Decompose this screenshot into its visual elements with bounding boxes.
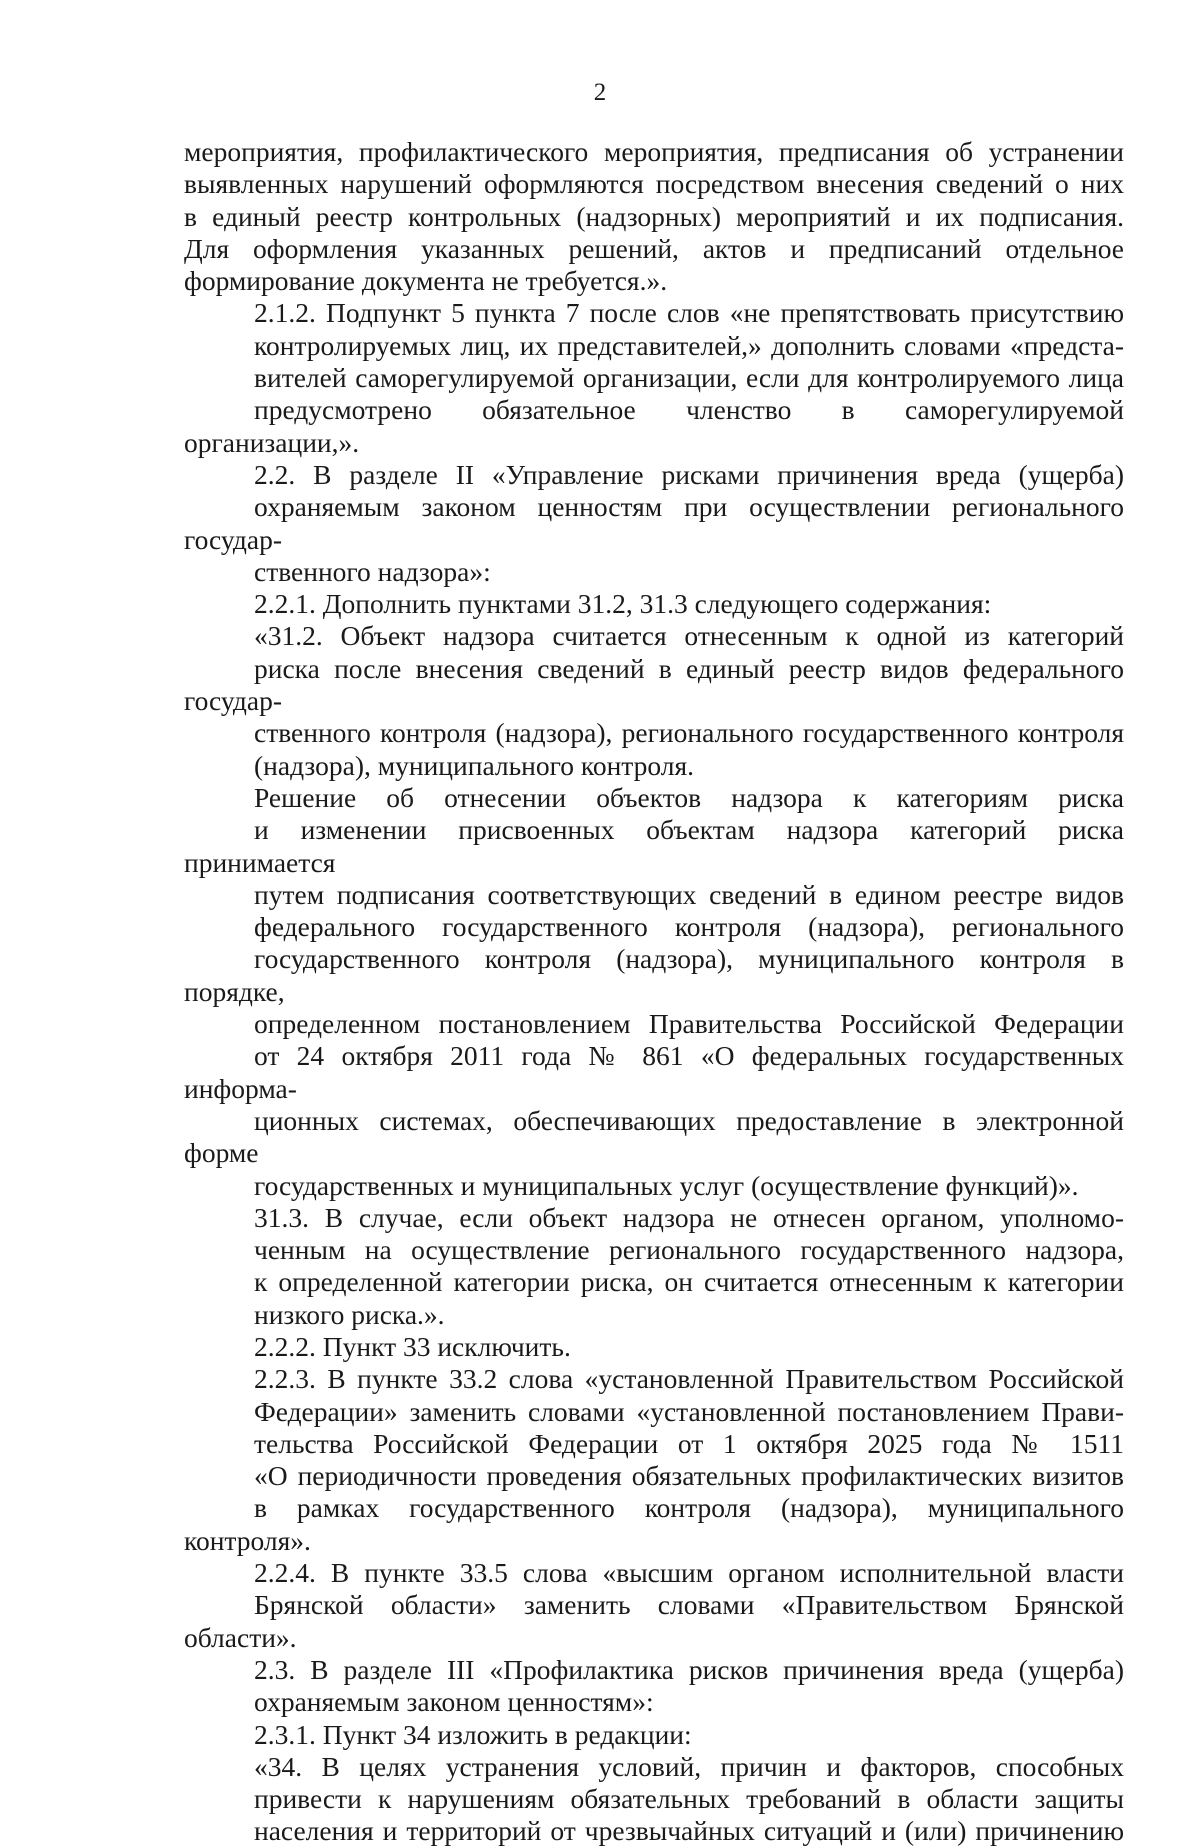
paragraph-p1 [184, 297, 1124, 458]
text-line: охраняемым законом ценностям»: [254, 1686, 654, 1718]
text-line: 2.2.3. В пункте 33.2 слова «установленной Правительством Российской [254, 1363, 1124, 1395]
page-number: 2 [593, 79, 607, 106]
paragraph-p5 [184, 782, 1124, 1202]
text-line: определенном постановлением Правительства Российской Федерации [254, 1008, 1124, 1040]
text-line: охраняемым законом ценностям при осуществлении регионального государ- [184, 491, 1124, 555]
text-line: Брянской области» заменить словами «Правительством Брянской области». [184, 1589, 1124, 1653]
text-line: к определенной категории риска, он считается отнесенным к категории [254, 1266, 1124, 1298]
text-line: выявленных нарушений оформляются посредством внесения сведений о них [184, 168, 1124, 200]
text-line: вителей саморегулируемой организации, если для контролируемого лица [254, 362, 1124, 394]
text-line: в единый реестр контрольных (надзорных) мероприятий и их подписания. [184, 200, 1124, 232]
text-line: Федерации» заменить словами «установленной постановлением Прави- [254, 1395, 1124, 1427]
text-line: 2.2.1. Дополнить пунктами 31.2, 31.3 следующего содержания: [254, 588, 992, 620]
text-line: «31.2. Объект надзора считается отнесенным к одной из категорий [254, 620, 1124, 652]
text-line: «34. В целях устранения условий, причин и факторов, способных [254, 1750, 1124, 1782]
paragraph-p6 [184, 1202, 1124, 1331]
paragraph-p12 [184, 1751, 1124, 1848]
text-line: контролируемых лиц, их представителей,» дополнить словами «предста- [254, 329, 1124, 361]
text-line: государственного контроля (надзора), муниципального контроля в порядке, [184, 943, 1124, 1007]
paragraph-p7 [184, 1331, 1124, 1363]
text-line: и изменении присвоенных объектам надзора категорий риска принимается [184, 814, 1124, 878]
paragraph-p3 [184, 588, 1124, 620]
text-line: ционных системах, обеспечивающих предоставление в электронной форме [184, 1104, 1124, 1169]
text-line: «О периодичности проведения обязательных профилактических визитов [254, 1460, 1124, 1492]
text-line: Решение об отнесении объектов надзора к категориям риска [254, 781, 1124, 813]
text-line: Для оформления указанных решений, актов и предписаний отдельное [184, 232, 1124, 264]
text-line: 31.3. В случае, если объект надзора не отнесен органом, уполномо- [254, 1201, 1124, 1233]
text-line: населения и территорий от чрезвычайных ситуаций и (или) причинению [254, 1815, 1124, 1847]
text-line: 2.3.1. Пункт 34 изложить в редакции: [254, 1718, 692, 1750]
text-line: мероприятия, профилактического мероприятия, предписания об устранении [184, 136, 1124, 167]
text-line: 2.3. В разделе III «Профилактика рисков причинения вреда (ущерба) [254, 1653, 1124, 1685]
text-line: формирование документа не требуется.». [184, 265, 668, 297]
text-line: путем подписания соответствующих сведений в едином реестре видов [254, 878, 1124, 910]
text-line: риска после внесения сведений в единый реестр видов федерального государ- [184, 652, 1124, 717]
paragraph-p2 [184, 459, 1124, 588]
text-line: ственного контроля (надзора), регионального государственного контроля [254, 717, 1124, 749]
text-line: 2.2.4. В пункте 33.5 слова «высшим органом исполнительной власти [254, 1557, 1124, 1589]
text-line: низкого риска.». [254, 1298, 445, 1330]
text-line: предусмотрено обязательное членство в саморегулируемой организации,». [184, 394, 1124, 458]
text-line: ственного надзора»: [254, 555, 491, 587]
text-line: 2.1.2. Подпункт 5 пункта 7 после слов «не препятствовать присутствию [254, 297, 1124, 329]
text-line: 2.2. В разделе II «Управление рисками причинения вреда (ущерба) [254, 458, 1124, 490]
text-line: в рамках государственного контроля (надзора), муниципального контроля». [184, 1492, 1124, 1556]
text-line: 2.2.2. Пункт 33 исключить. [254, 1330, 571, 1362]
text-line: привести к нарушениям обязательных требований в области защиты [254, 1783, 1124, 1815]
paragraph-p4 [184, 620, 1124, 781]
paragraph-p8 [184, 1363, 1124, 1557]
document-body [184, 136, 1124, 1848]
paragraph-p10 [184, 1654, 1124, 1719]
paragraph-p9 [184, 1557, 1124, 1654]
text-line: тельства Российской Федерации от 1 октября 2025 года № 1511 [254, 1427, 1124, 1459]
text-line: ченным на осуществление регионального государственного надзора, [254, 1234, 1124, 1266]
text-line: (надзора), муниципального контроля. [254, 749, 695, 781]
paragraph-p0 [184, 136, 1124, 297]
text-line: федерального государственного контроля (надзора), регионального [254, 911, 1124, 943]
text-line: государственных и муниципальных услуг (осуществление функций)». [254, 1169, 1079, 1201]
paragraph-p11 [184, 1719, 1124, 1751]
text-line: от 24 октября 2011 года № 861 «О федеральных государственных информа- [184, 1040, 1124, 1104]
